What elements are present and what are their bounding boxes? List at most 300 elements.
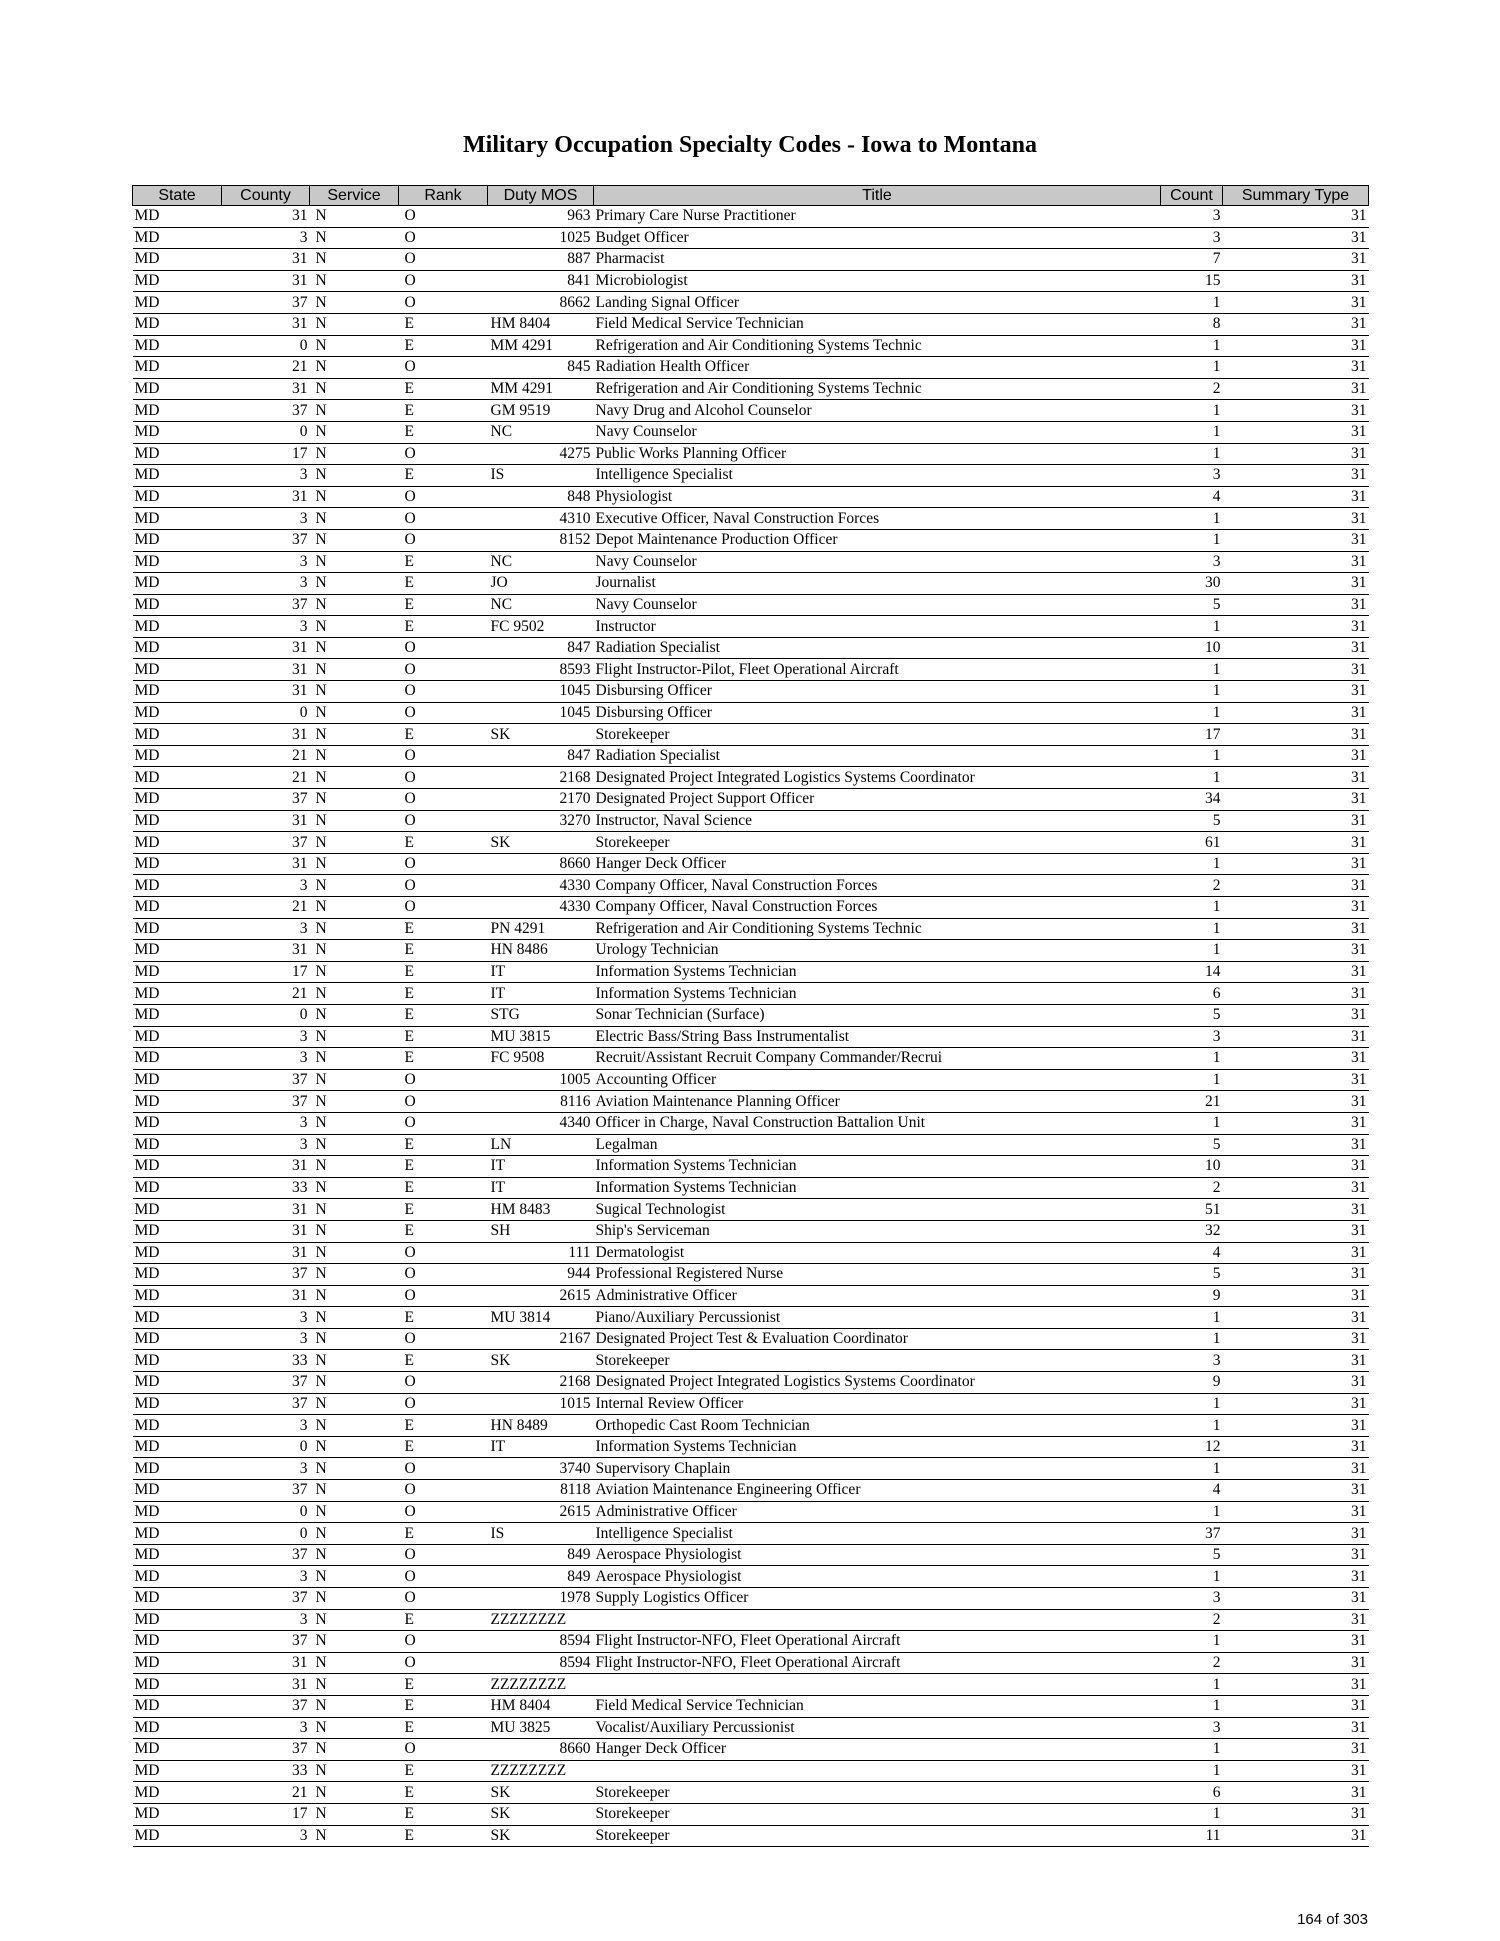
service-cell: N (310, 1134, 399, 1156)
title-cell: Information Systems Technician (594, 1177, 1161, 1199)
summary-type-cell: 31 (1223, 270, 1369, 292)
count-cell: 1 (1161, 918, 1223, 940)
duty-mos-cell: 8660 (488, 853, 594, 875)
title-cell: Designated Project Integrated Logistics Systems Coordinator (594, 1372, 1161, 1394)
rank-cell: E (399, 724, 488, 746)
column-header-county: County (222, 186, 310, 206)
rank-cell: O (399, 789, 488, 811)
service-cell: N (310, 1803, 399, 1825)
county-cell: 3 (222, 1458, 310, 1480)
summary-type-cell: 31 (1223, 659, 1369, 681)
rank-cell: E (399, 1177, 488, 1199)
service-cell: N (310, 1004, 399, 1026)
title-cell: Internal Review Officer (594, 1393, 1161, 1415)
summary-type-cell: 31 (1223, 1609, 1369, 1631)
summary-type-cell: 31 (1223, 443, 1369, 465)
service-cell: N (310, 1393, 399, 1415)
service-cell: N (310, 1631, 399, 1653)
column-header-duty-mos: Duty MOS (488, 186, 594, 206)
duty-mos-cell: IS (488, 1523, 594, 1545)
table-row (133, 270, 1369, 292)
summary-type-cell: 31 (1223, 1566, 1369, 1588)
duty-mos-cell: 111 (488, 1242, 594, 1264)
summary-type-cell: 31 (1223, 1285, 1369, 1307)
table-row (133, 1566, 1369, 1588)
count-cell: 1 (1161, 508, 1223, 530)
duty-mos-cell: IT (488, 983, 594, 1005)
service-cell: N (310, 983, 399, 1005)
state-cell: MD (133, 421, 222, 443)
state-cell: MD (133, 227, 222, 249)
service-cell: N (310, 1220, 399, 1242)
summary-type-cell: 31 (1223, 1026, 1369, 1048)
county-cell: 31 (222, 659, 310, 681)
county-cell: 31 (222, 1674, 310, 1696)
service-cell: N (310, 1091, 399, 1113)
title-cell: Aviation Maintenance Engineering Officer (594, 1480, 1161, 1502)
state-cell: MD (133, 961, 222, 983)
rank-cell: E (399, 1674, 488, 1696)
county-cell: 3 (222, 508, 310, 530)
table-row (133, 1480, 1369, 1502)
duty-mos-cell: 3740 (488, 1458, 594, 1480)
county-cell: 37 (222, 529, 310, 551)
count-cell: 7 (1161, 249, 1223, 271)
title-cell: Storekeeper (594, 1350, 1161, 1372)
duty-mos-cell: MU 3814 (488, 1307, 594, 1329)
summary-type-cell: 31 (1223, 1264, 1369, 1286)
table-body (133, 206, 1369, 1847)
table-row (133, 1501, 1369, 1523)
rank-cell: O (399, 897, 488, 919)
service-cell: N (310, 1307, 399, 1329)
rank-cell: O (399, 1480, 488, 1502)
table-row (133, 529, 1369, 551)
summary-type-cell: 31 (1223, 1112, 1369, 1134)
duty-mos-cell: IT (488, 1156, 594, 1178)
state-cell: MD (133, 1803, 222, 1825)
duty-mos-cell: 8118 (488, 1480, 594, 1502)
rank-cell: O (399, 249, 488, 271)
duty-mos-cell: GM 9519 (488, 400, 594, 422)
table-row (133, 1156, 1369, 1178)
summary-type-cell: 31 (1223, 335, 1369, 357)
state-cell: MD (133, 400, 222, 422)
summary-type-cell: 31 (1223, 616, 1369, 638)
count-cell: 5 (1161, 1134, 1223, 1156)
rank-cell: E (399, 421, 488, 443)
table-row (133, 918, 1369, 940)
county-cell: 37 (222, 832, 310, 854)
rank-cell: O (399, 227, 488, 249)
county-cell: 37 (222, 292, 310, 314)
duty-mos-cell: 1005 (488, 1069, 594, 1091)
service-cell: N (310, 421, 399, 443)
state-cell: MD (133, 897, 222, 919)
state-cell: MD (133, 1220, 222, 1242)
title-cell: Storekeeper (594, 1782, 1161, 1804)
service-cell: N (310, 1112, 399, 1134)
count-cell: 1 (1161, 1069, 1223, 1091)
rank-cell: O (399, 443, 488, 465)
county-cell: 37 (222, 1264, 310, 1286)
title-cell: Field Medical Service Technician (594, 1695, 1161, 1717)
rank-cell: E (399, 594, 488, 616)
county-cell: 31 (222, 206, 310, 228)
count-cell: 3 (1161, 551, 1223, 573)
duty-mos-cell: 847 (488, 745, 594, 767)
table-row (133, 1177, 1369, 1199)
service-cell: N (310, 897, 399, 919)
duty-mos-cell: 963 (488, 206, 594, 228)
summary-type-cell: 31 (1223, 1242, 1369, 1264)
title-cell: Refrigeration and Air Conditioning Systems Technic (594, 918, 1161, 940)
summary-type-cell: 31 (1223, 1372, 1369, 1394)
table-row (133, 1220, 1369, 1242)
rank-cell: O (399, 702, 488, 724)
county-cell: 3 (222, 1566, 310, 1588)
service-cell: N (310, 486, 399, 508)
title-cell: Hanger Deck Officer (594, 853, 1161, 875)
service-cell: N (310, 1782, 399, 1804)
summary-type-cell: 31 (1223, 745, 1369, 767)
county-cell: 17 (222, 961, 310, 983)
duty-mos-cell: FC 9508 (488, 1048, 594, 1070)
summary-type-cell: 31 (1223, 1695, 1369, 1717)
county-cell: 3 (222, 465, 310, 487)
rank-cell: O (399, 1588, 488, 1610)
duty-mos-cell: HM 8404 (488, 1695, 594, 1717)
state-cell: MD (133, 529, 222, 551)
state-cell: MD (133, 378, 222, 400)
summary-type-cell: 31 (1223, 551, 1369, 573)
service-cell: N (310, 227, 399, 249)
summary-type-cell: 31 (1223, 1458, 1369, 1480)
county-cell: 3 (222, 1609, 310, 1631)
table-row (133, 1264, 1369, 1286)
service-cell: N (310, 594, 399, 616)
county-cell: 3 (222, 1825, 310, 1847)
count-cell: 6 (1161, 1782, 1223, 1804)
summary-type-cell: 31 (1223, 789, 1369, 811)
title-cell: Navy Counselor (594, 551, 1161, 573)
state-cell: MD (133, 1717, 222, 1739)
service-cell: N (310, 1372, 399, 1394)
rank-cell: O (399, 1631, 488, 1653)
service-cell: N (310, 767, 399, 789)
duty-mos-cell: 841 (488, 270, 594, 292)
table-row (133, 1242, 1369, 1264)
summary-type-cell: 31 (1223, 1393, 1369, 1415)
duty-mos-cell: 8662 (488, 292, 594, 314)
duty-mos-cell: SK (488, 1825, 594, 1847)
title-cell: Hanger Deck Officer (594, 1739, 1161, 1761)
county-cell: 37 (222, 1480, 310, 1502)
duty-mos-cell: PN 4291 (488, 918, 594, 940)
title-cell: Primary Care Nurse Practitioner (594, 206, 1161, 228)
table-row (133, 789, 1369, 811)
service-cell: N (310, 529, 399, 551)
rank-cell: E (399, 1717, 488, 1739)
state-cell: MD (133, 1415, 222, 1437)
county-cell: 31 (222, 249, 310, 271)
table-row (133, 1436, 1369, 1458)
rank-cell: E (399, 1004, 488, 1026)
state-cell: MD (133, 594, 222, 616)
summary-type-cell: 31 (1223, 1803, 1369, 1825)
title-cell: Officer in Charge, Naval Construction Battalion Unit (594, 1112, 1161, 1134)
service-cell: N (310, 659, 399, 681)
count-cell: 5 (1161, 594, 1223, 616)
table-row (133, 637, 1369, 659)
column-header-summary-type: Summary Type (1223, 186, 1369, 206)
service-cell: N (310, 508, 399, 530)
title-cell: Navy Drug and Alcohol Counselor (594, 400, 1161, 422)
state-cell: MD (133, 270, 222, 292)
county-cell: 31 (222, 681, 310, 703)
title-cell: Information Systems Technician (594, 1436, 1161, 1458)
title-cell: Instructor (594, 616, 1161, 638)
title-cell: Designated Project Support Officer (594, 789, 1161, 811)
county-cell: 21 (222, 767, 310, 789)
summary-type-cell: 31 (1223, 1739, 1369, 1761)
county-cell: 37 (222, 1091, 310, 1113)
count-cell: 3 (1161, 1588, 1223, 1610)
summary-type-cell: 31 (1223, 227, 1369, 249)
duty-mos-cell: 8594 (488, 1631, 594, 1653)
summary-type-cell: 31 (1223, 594, 1369, 616)
count-cell: 14 (1161, 961, 1223, 983)
table-row (133, 1695, 1369, 1717)
county-cell: 0 (222, 1501, 310, 1523)
county-cell: 3 (222, 1026, 310, 1048)
state-cell: MD (133, 1264, 222, 1286)
duty-mos-cell: 847 (488, 637, 594, 659)
table-row (133, 810, 1369, 832)
county-cell: 31 (222, 1199, 310, 1221)
table-row (133, 1026, 1369, 1048)
county-cell: 3 (222, 616, 310, 638)
duty-mos-cell: 849 (488, 1566, 594, 1588)
service-cell: N (310, 1695, 399, 1717)
state-cell: MD (133, 983, 222, 1005)
count-cell: 21 (1161, 1091, 1223, 1113)
service-cell: N (310, 1328, 399, 1350)
state-cell: MD (133, 1242, 222, 1264)
county-cell: 0 (222, 335, 310, 357)
title-cell: Disbursing Officer (594, 702, 1161, 724)
table-row (133, 1588, 1369, 1610)
mos-table (132, 185, 1369, 1847)
table-row (133, 249, 1369, 271)
rank-cell: O (399, 1501, 488, 1523)
summary-type-cell: 31 (1223, 378, 1369, 400)
count-cell: 3 (1161, 1026, 1223, 1048)
rank-cell: E (399, 1436, 488, 1458)
county-cell: 3 (222, 227, 310, 249)
state-cell: MD (133, 1328, 222, 1350)
title-cell: Sonar Technician (Surface) (594, 1004, 1161, 1026)
service-cell: N (310, 443, 399, 465)
table-row (133, 486, 1369, 508)
service-cell: N (310, 1523, 399, 1545)
title-cell: Radiation Specialist (594, 637, 1161, 659)
title-cell: Executive Officer, Naval Construction Forces (594, 508, 1161, 530)
summary-type-cell: 31 (1223, 1544, 1369, 1566)
state-cell: MD (133, 724, 222, 746)
title-cell: Field Medical Service Technician (594, 313, 1161, 335)
table-row (133, 206, 1369, 228)
service-cell: N (310, 1350, 399, 1372)
service-cell: N (310, 292, 399, 314)
title-cell: Flight Instructor-Pilot, Fleet Operational Aircraft (594, 659, 1161, 681)
county-cell: 37 (222, 1372, 310, 1394)
title-cell: Aerospace Physiologist (594, 1544, 1161, 1566)
page-title: Military Occupation Specialty Codes - Iowa to Montana (463, 132, 1037, 158)
count-cell: 1 (1161, 1631, 1223, 1653)
summary-type-cell: 31 (1223, 1782, 1369, 1804)
count-cell: 6 (1161, 983, 1223, 1005)
table-row (133, 1069, 1369, 1091)
count-cell: 1 (1161, 767, 1223, 789)
duty-mos-cell: SH (488, 1220, 594, 1242)
table-row (133, 983, 1369, 1005)
title-cell: Storekeeper (594, 724, 1161, 746)
county-cell: 17 (222, 1803, 310, 1825)
rank-cell: E (399, 551, 488, 573)
table-row (133, 1760, 1369, 1782)
title-cell: Information Systems Technician (594, 1156, 1161, 1178)
title-cell: Storekeeper (594, 1803, 1161, 1825)
county-cell: 3 (222, 1134, 310, 1156)
summary-type-cell: 31 (1223, 1156, 1369, 1178)
summary-type-cell: 31 (1223, 1134, 1369, 1156)
state-cell: MD (133, 1112, 222, 1134)
column-header-rank: Rank (399, 186, 488, 206)
county-cell: 21 (222, 1782, 310, 1804)
count-cell: 17 (1161, 724, 1223, 746)
duty-mos-cell: 4330 (488, 875, 594, 897)
rank-cell: E (399, 573, 488, 595)
column-header-state: State (133, 186, 222, 206)
state-cell: MD (133, 767, 222, 789)
title-cell: Aerospace Physiologist (594, 1566, 1161, 1588)
state-cell: MD (133, 659, 222, 681)
state-cell: MD (133, 1156, 222, 1178)
service-cell: N (310, 1069, 399, 1091)
summary-type-cell: 31 (1223, 810, 1369, 832)
service-cell: N (310, 270, 399, 292)
rank-cell: E (399, 1523, 488, 1545)
table-row (133, 1112, 1369, 1134)
county-cell: 0 (222, 702, 310, 724)
service-cell: N (310, 832, 399, 854)
summary-type-cell: 31 (1223, 767, 1369, 789)
county-cell: 3 (222, 1717, 310, 1739)
duty-mos-cell: IS (488, 465, 594, 487)
state-cell: MD (133, 1501, 222, 1523)
service-cell: N (310, 551, 399, 573)
state-cell: MD (133, 1091, 222, 1113)
summary-type-cell: 31 (1223, 206, 1369, 228)
column-header-service: Service (310, 186, 399, 206)
state-cell: MD (133, 810, 222, 832)
rank-cell: O (399, 1091, 488, 1113)
table-row (133, 745, 1369, 767)
summary-type-cell: 31 (1223, 400, 1369, 422)
duty-mos-cell: 8594 (488, 1652, 594, 1674)
table-row (133, 1717, 1369, 1739)
count-cell: 61 (1161, 832, 1223, 854)
rank-cell: O (399, 529, 488, 551)
title-cell: Journalist (594, 573, 1161, 595)
duty-mos-cell: JO (488, 573, 594, 595)
duty-mos-cell: 848 (488, 486, 594, 508)
county-cell: 31 (222, 1652, 310, 1674)
duty-mos-cell: SK (488, 1803, 594, 1825)
table-row (133, 1523, 1369, 1545)
table-row (133, 335, 1369, 357)
title-cell: Supply Logistics Officer (594, 1588, 1161, 1610)
table-row (133, 1415, 1369, 1437)
service-cell: N (310, 1825, 399, 1847)
state-cell: MD (133, 335, 222, 357)
duty-mos-cell: MM 4291 (488, 378, 594, 400)
table-row (133, 659, 1369, 681)
state-cell: MD (133, 443, 222, 465)
service-cell: N (310, 1609, 399, 1631)
county-cell: 0 (222, 1523, 310, 1545)
duty-mos-cell: 2615 (488, 1501, 594, 1523)
summary-type-cell: 31 (1223, 1631, 1369, 1653)
state-cell: MD (133, 1307, 222, 1329)
title-cell: Designated Project Integrated Logistics Systems Coordinator (594, 767, 1161, 789)
rank-cell: O (399, 1739, 488, 1761)
duty-mos-cell: 4340 (488, 1112, 594, 1134)
duty-mos-cell: 1025 (488, 227, 594, 249)
state-cell: MD (133, 1631, 222, 1653)
service-cell: N (310, 724, 399, 746)
table-row (133, 1134, 1369, 1156)
summary-type-cell: 31 (1223, 1523, 1369, 1545)
summary-type-cell: 31 (1223, 313, 1369, 335)
table-row (133, 1372, 1369, 1394)
title-cell: Microbiologist (594, 270, 1161, 292)
title-cell: Flight Instructor-NFO, Fleet Operational Aircraft (594, 1652, 1161, 1674)
duty-mos-cell: 1978 (488, 1588, 594, 1610)
duty-mos-cell: IT (488, 961, 594, 983)
summary-type-cell: 31 (1223, 961, 1369, 983)
count-cell: 1 (1161, 443, 1223, 465)
service-cell: N (310, 702, 399, 724)
service-cell: N (310, 918, 399, 940)
summary-type-cell: 31 (1223, 357, 1369, 379)
title-cell: Flight Instructor-NFO, Fleet Operational Aircraft (594, 1631, 1161, 1653)
title-cell: Accounting Officer (594, 1069, 1161, 1091)
rank-cell: O (399, 745, 488, 767)
county-cell: 31 (222, 1220, 310, 1242)
state-cell: MD (133, 789, 222, 811)
duty-mos-cell: 4310 (488, 508, 594, 530)
rank-cell: O (399, 659, 488, 681)
table-row (133, 1782, 1369, 1804)
summary-type-cell: 31 (1223, 1480, 1369, 1502)
count-cell: 1 (1161, 1415, 1223, 1437)
duty-mos-cell: 4330 (488, 897, 594, 919)
summary-type-cell: 31 (1223, 529, 1369, 551)
count-cell: 3 (1161, 465, 1223, 487)
count-cell: 1 (1161, 1328, 1223, 1350)
